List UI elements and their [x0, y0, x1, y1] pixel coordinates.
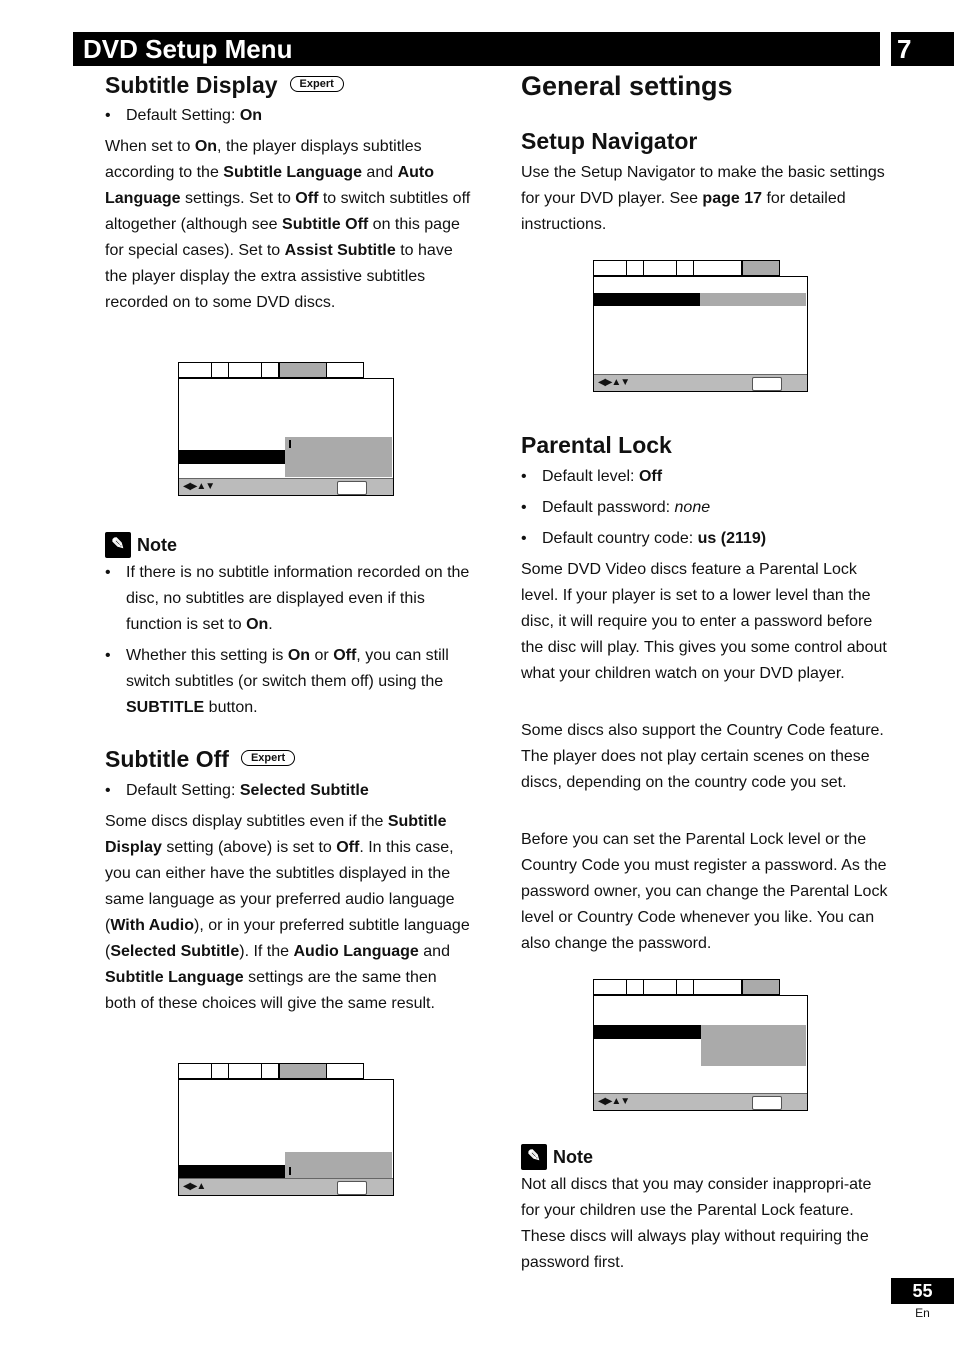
- screen-button: [752, 377, 782, 391]
- screen-tab: [694, 979, 742, 995]
- screen-cursor: [289, 440, 291, 448]
- screen-help-bar: [594, 1093, 807, 1110]
- screen-tab: [644, 979, 677, 995]
- subtitle-off-heading-text: Subtitle Off: [105, 746, 229, 772]
- screen-options: [701, 1025, 806, 1066]
- nav-arrows-icon: ◀▶▲: [183, 1181, 206, 1192]
- screen-button: [337, 1181, 367, 1195]
- subtitle-display-default: [105, 103, 465, 129]
- language-code: En: [915, 1306, 930, 1320]
- screen-help-bar: [179, 478, 393, 495]
- screen-tabs: [178, 1063, 364, 1079]
- note-heading: [105, 532, 177, 558]
- screen-tab: [677, 260, 694, 276]
- screen-tab: [212, 1063, 229, 1079]
- screen-options: [700, 293, 806, 306]
- parental-lock-screen: [593, 979, 808, 1111]
- setup-navigator-heading: Setup Navigator: [521, 128, 698, 154]
- screen-panel: [178, 1079, 394, 1196]
- expert-badge: Expert: [290, 76, 344, 92]
- screen-selected-row: [179, 1165, 285, 1179]
- screen-tab: [262, 362, 279, 378]
- screen-tab: [229, 1063, 262, 1079]
- setup-navigator-screen: [593, 260, 808, 392]
- nav-arrows-icon: ◀▶▲▼: [183, 481, 215, 492]
- screen-selected-row: [179, 450, 285, 464]
- screen-tab: [677, 979, 694, 995]
- screen-tabs: [593, 260, 779, 276]
- subtitle-off-body: Some discs display subtitles even if the Subtitle Display setting (above) is set to Off. In this case, you can either have the subtitles displayed in the same language as your preferred audio language (With Audio), or in your preferred subtitle language (Selected Subtitle). If the Audio Language and Subtitle Language settings are the same then both of these choices will give the same result.: [105, 813, 470, 1012]
- pencil-icon: ✎: [521, 1144, 547, 1170]
- screen-tab: [627, 260, 644, 276]
- general-settings-heading: General settings: [521, 71, 733, 101]
- parental-lock-default: • Default password: none: [521, 495, 891, 521]
- note-item: • Whether this setting is On or Off, you can still switch subtitles (or switch them off) using the SUBTITLE button.: [105, 643, 471, 721]
- parental-lock-paragraph: Some discs also support the Country Code feature. The player does not play certain scenes on these discs, depending on the country code you set.: [521, 722, 884, 791]
- screen-tab: [179, 362, 212, 378]
- screen-panel: [593, 276, 808, 392]
- screen-panel: [593, 995, 808, 1111]
- default-value: On: [239, 107, 263, 124]
- note-heading-text: Note: [137, 535, 177, 555]
- parental-lock-paragraph: Before you can set the Parental Lock level or the Country Code you must register a password. As the password owner, you can change the Parental Lock level or Country Code whenever you like. You can also change the password.: [521, 831, 888, 952]
- screen-tab: [212, 362, 229, 378]
- note-item: • If there is no subtitle information recorded on the disc, no subtitles are displayed even if this function is set to On.: [105, 560, 471, 638]
- subtitle-display-heading-text: Subtitle Display: [105, 72, 278, 98]
- screen-selected-row: [594, 293, 700, 306]
- screen-tab: [644, 260, 677, 276]
- parental-lock-note-body: Not all discs that you may consider inappropri-ate for your children use the Parental Lock feature. These discs will always play without requiring the password first.: [521, 1176, 872, 1271]
- screen-tab: [594, 979, 627, 995]
- screen-button: [752, 1096, 782, 1110]
- screen-panel: [178, 378, 394, 496]
- screen-cursor: [289, 1167, 291, 1175]
- setup-navigator-body: Use the Setup Navigator to make the basic settings for your DVD player. See page 17 for detailed instructions.: [521, 164, 885, 233]
- screen-tab-active: [742, 979, 780, 995]
- note-heading: [521, 1144, 593, 1170]
- nav-arrows-icon: ◀▶▲▼: [598, 377, 630, 388]
- screen-button: [337, 481, 367, 495]
- pencil-icon: ✎: [105, 532, 131, 558]
- subtitle-off-default: [105, 778, 471, 804]
- screen-options: [285, 1152, 392, 1179]
- screen-tab: [694, 260, 742, 276]
- note-heading-text: Note: [553, 1147, 593, 1167]
- chapter-title: DVD Setup Menu: [83, 34, 293, 64]
- screen-help-bar: [179, 1178, 393, 1195]
- expert-badge: Expert: [241, 750, 295, 766]
- subtitle-off-heading: [105, 746, 295, 773]
- nav-arrows-icon: ◀▶▲▼: [598, 1096, 630, 1107]
- screen-options: [285, 437, 392, 477]
- screen-tab: [229, 362, 262, 378]
- parental-lock-default: • Default country code: us (2119): [521, 526, 891, 552]
- subtitle-display-screen: [178, 362, 394, 496]
- screen-tabs: [593, 979, 779, 995]
- parental-lock-paragraph: Some DVD Video discs feature a Parental Lock level. If your player is set to a lower level than the disc, it will require you to enter a password before the disc will play. This gives you some control about what your children watch on your DVD player.: [521, 561, 887, 682]
- page-number: 55: [891, 1278, 954, 1304]
- screen-selected-row: [594, 1025, 701, 1039]
- default-value: Selected Subtitle: [239, 782, 369, 799]
- screen-tabs: [178, 362, 364, 378]
- chapter-title-bar: [73, 32, 880, 66]
- screen-tab-active: [279, 362, 327, 378]
- subtitle-display-heading: [105, 72, 344, 99]
- screen-help-bar: [594, 374, 807, 391]
- parental-lock-heading: Parental Lock: [521, 432, 672, 458]
- subtitle-off-screen: [178, 1063, 394, 1196]
- screen-tab: [627, 979, 644, 995]
- default-label: Default Setting:: [126, 782, 240, 799]
- subtitle-display-body: When set to On, the player displays subtitles according to the Subtitle Language and Auto Language settings. Set to Off to switch subtitles off altogether (although see Subtitle Off on this page for special cases). Set to Assist Subtitle to have the player display the extra assistive subtitles recorded on to some DVD discs.: [105, 138, 471, 311]
- default-label: Default Setting:: [126, 107, 240, 124]
- screen-tab: [179, 1063, 212, 1079]
- chapter-number: 7: [891, 32, 954, 66]
- screen-tab: [262, 1063, 279, 1079]
- screen-tab-active: [742, 260, 780, 276]
- screen-tab: [594, 260, 627, 276]
- parental-lock-default: • Default level: Off: [521, 464, 891, 490]
- screen-tab-active: [279, 1063, 327, 1079]
